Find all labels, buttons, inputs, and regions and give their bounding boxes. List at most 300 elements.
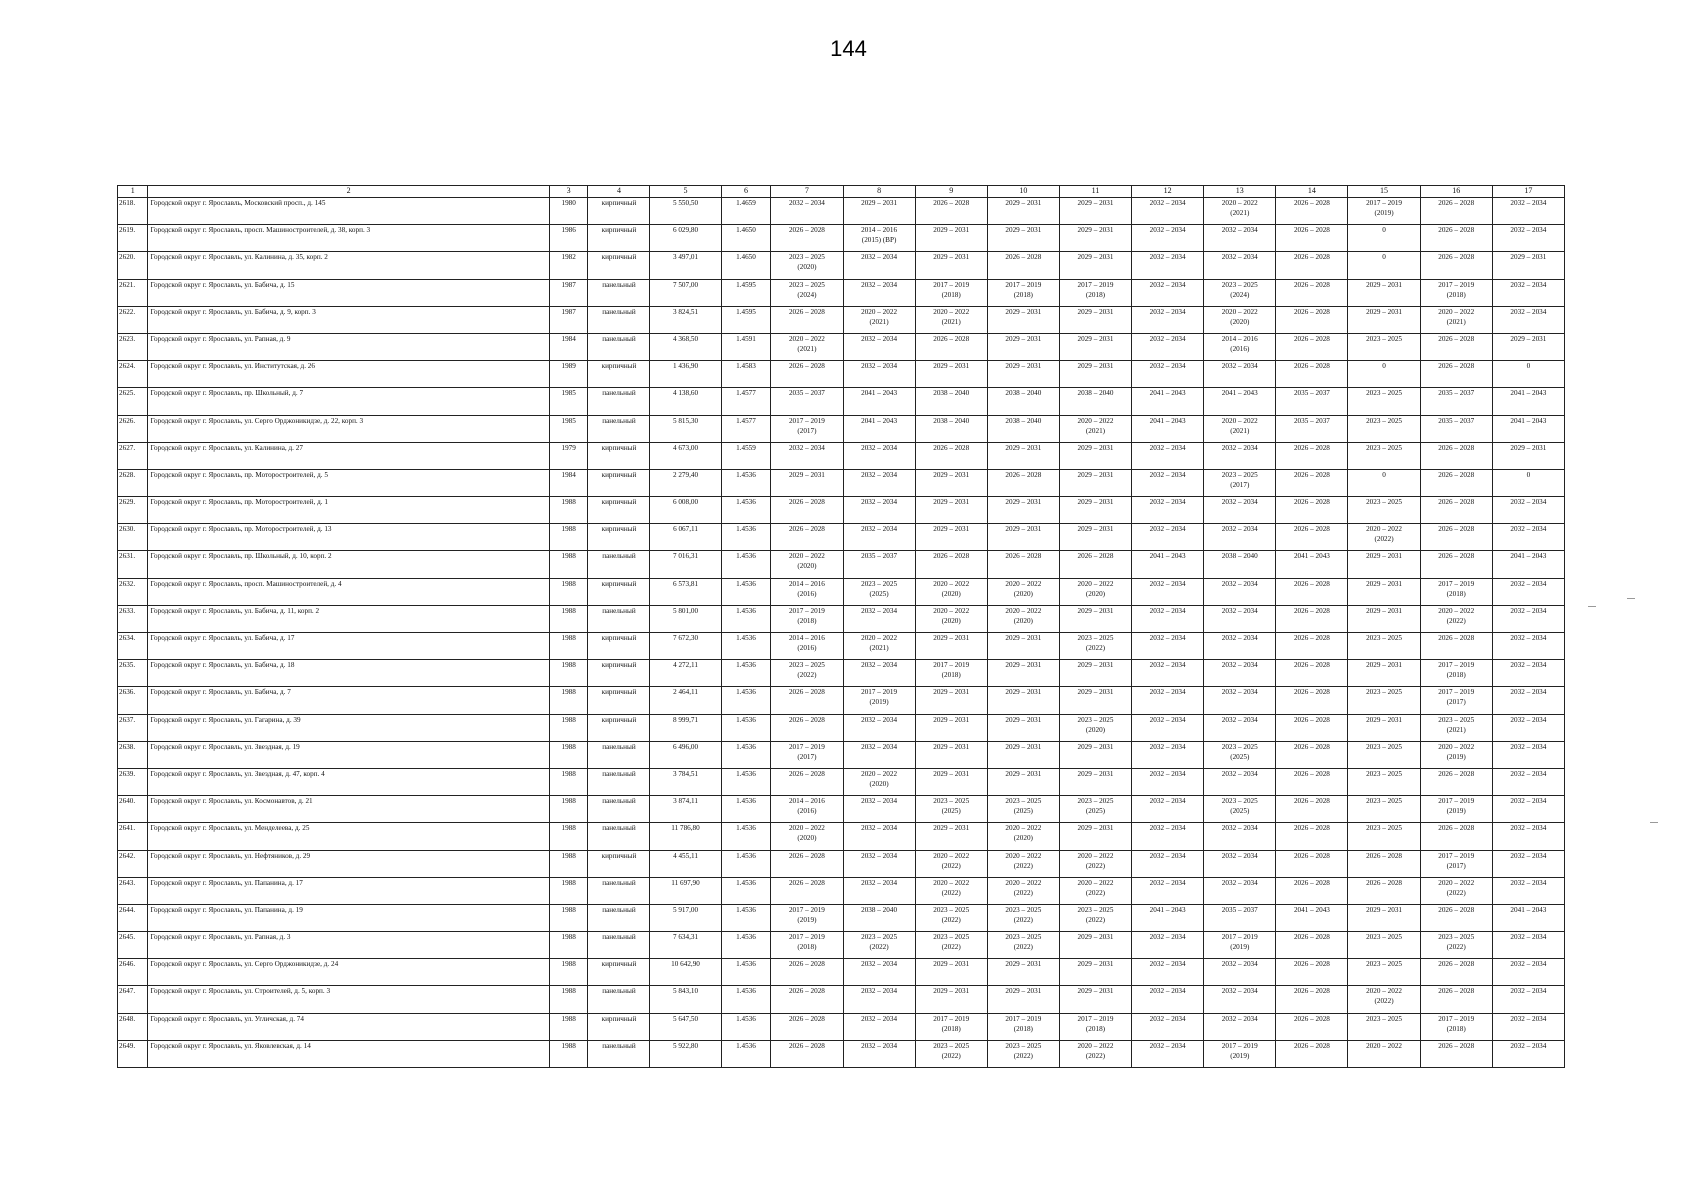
wall-material-cell: кирпичный [588, 578, 650, 605]
wall-material-cell: панельный [588, 741, 650, 768]
period-cell: 2032 – 2034 [1132, 605, 1204, 632]
row-number-cell: 2646. [118, 959, 148, 986]
period-cell: 2026 – 2028 [1276, 850, 1348, 877]
period-cell: 2041 – 2043 [1132, 551, 1204, 578]
period-cell: 2026 – 2028 [1276, 306, 1348, 333]
coefficient-cell: 1.4536 [721, 660, 771, 687]
wall-material-cell: панельный [588, 1040, 650, 1067]
period-cell: 2032 – 2034 [1492, 687, 1564, 714]
column-number-9: 9 [915, 186, 987, 198]
period-cell: 2026 – 2028 [1276, 823, 1348, 850]
period-cell: 2032 – 2034 [843, 877, 915, 904]
period-cell: 2029 – 2031 [1492, 442, 1564, 469]
table-row [118, 1040, 1565, 1067]
period-cell: 2032 – 2034 [1132, 279, 1204, 306]
address-cell: Городской округ г. Ярославль, ул. Калинина, д. 35, корп. 2 [148, 252, 549, 279]
table-row [118, 1013, 1565, 1040]
address-cell: Городской округ г. Ярославль, ул. Калинина, д. 27 [148, 442, 549, 469]
area-cell: 3 824,51 [650, 306, 721, 333]
period-cell: 2026 – 2028 [1276, 225, 1348, 252]
period-cell: 2017 – 2019 (2017) [771, 415, 843, 442]
period-cell: 2026 – 2028 [987, 551, 1059, 578]
area-cell: 6 573,81 [650, 578, 721, 605]
period-cell: 2032 – 2034 [1204, 877, 1276, 904]
table-row [118, 986, 1565, 1013]
area-cell: 4 272,11 [650, 660, 721, 687]
address-cell: Городской округ г. Ярославль, ул. Звездная, д. 47, корп. 4 [148, 768, 549, 795]
period-cell: 2020 – 2022 (2020) [915, 578, 987, 605]
period-cell: 2041 – 2043 [1132, 904, 1204, 931]
period-cell: 2026 – 2028 [1276, 932, 1348, 959]
table-row [118, 442, 1565, 469]
period-cell: 2020 – 2022 (2021) [771, 333, 843, 360]
wall-material-cell: панельный [588, 415, 650, 442]
coefficient-cell: 1.4536 [721, 1040, 771, 1067]
period-cell: 2029 – 2031 [1492, 333, 1564, 360]
period-cell: 2017 – 2019 (2019) [1348, 198, 1420, 225]
coefficient-cell: 1.4536 [721, 551, 771, 578]
period-cell: 2026 – 2028 [1276, 524, 1348, 551]
period-cell: 2023 – 2025 (2022) [987, 932, 1059, 959]
area-cell: 3 874,11 [650, 796, 721, 823]
period-cell: 2026 – 2028 [1276, 877, 1348, 904]
row-number-cell: 2638. [118, 741, 148, 768]
period-cell: 2032 – 2034 [1492, 1013, 1564, 1040]
period-cell: 2029 – 2031 [987, 959, 1059, 986]
wall-material-cell: кирпичный [588, 687, 650, 714]
period-cell: 2023 – 2025 (2025) [1204, 796, 1276, 823]
period-cell: 0 [1348, 252, 1420, 279]
coefficient-cell: 1.4536 [721, 714, 771, 741]
period-cell: 2032 – 2034 [771, 442, 843, 469]
period-cell: 2041 – 2043 [1204, 388, 1276, 415]
period-cell: 2023 – 2025 [1348, 497, 1420, 524]
period-cell: 2023 – 2025 (2024) [771, 279, 843, 306]
period-cell: 2032 – 2034 [1492, 850, 1564, 877]
period-cell: 2032 – 2034 [843, 714, 915, 741]
coefficient-cell: 1.4583 [721, 361, 771, 388]
row-number-cell: 2618. [118, 198, 148, 225]
row-number-cell: 2626. [118, 415, 148, 442]
area-cell: 7 634,31 [650, 932, 721, 959]
address-cell: Городской округ г. Ярославль, просп. Машиностроителей, д. 4 [148, 578, 549, 605]
period-cell: 2032 – 2034 [843, 333, 915, 360]
period-cell: 2041 – 2043 [1276, 904, 1348, 931]
period-cell: 2026 – 2028 [1420, 551, 1492, 578]
period-cell: 2032 – 2034 [1204, 524, 1276, 551]
period-cell: 2032 – 2034 [1132, 1013, 1204, 1040]
period-cell: 2020 – 2022 (2021) [843, 633, 915, 660]
period-cell: 2032 – 2034 [843, 497, 915, 524]
period-cell: 2020 – 2022 (2022) [915, 877, 987, 904]
period-cell: 2032 – 2034 [1492, 986, 1564, 1013]
period-cell: 2020 – 2022 (2022) [1348, 986, 1420, 1013]
period-cell: 2026 – 2028 [1420, 986, 1492, 1013]
column-number-8: 8 [843, 186, 915, 198]
year-cell: 1988 [549, 741, 588, 768]
wall-material-cell: кирпичный [588, 850, 650, 877]
period-cell: 2029 – 2031 [1059, 986, 1131, 1013]
coefficient-cell: 1.4536 [721, 823, 771, 850]
period-cell: 2026 – 2028 [771, 524, 843, 551]
period-cell: 2038 – 2040 [1204, 551, 1276, 578]
period-cell: 2026 – 2028 [1420, 768, 1492, 795]
period-cell: 2026 – 2028 [1276, 986, 1348, 1013]
wall-material-cell: панельный [588, 333, 650, 360]
coefficient-cell: 1.4595 [721, 279, 771, 306]
wall-material-cell: панельный [588, 605, 650, 632]
period-cell: 2032 – 2034 [1492, 524, 1564, 551]
period-cell: 2026 – 2028 [1420, 524, 1492, 551]
period-cell: 2032 – 2034 [843, 442, 915, 469]
area-cell: 6 008,00 [650, 497, 721, 524]
row-number-cell: 2647. [118, 986, 148, 1013]
period-cell: 2014 – 2016 (2016) [771, 796, 843, 823]
wall-material-cell: кирпичный [588, 442, 650, 469]
period-cell: 2032 – 2034 [843, 660, 915, 687]
area-cell: 8 999,71 [650, 714, 721, 741]
period-cell: 2026 – 2028 [771, 850, 843, 877]
period-cell: 2032 – 2034 [1132, 442, 1204, 469]
row-number-cell: 2642. [118, 850, 148, 877]
period-cell: 2026 – 2028 [1420, 469, 1492, 496]
period-cell: 2026 – 2028 [771, 687, 843, 714]
row-number-cell: 2632. [118, 578, 148, 605]
period-cell: 2029 – 2031 [987, 687, 1059, 714]
address-cell: Городской округ г. Ярославль, ул. Бабича, д. 18 [148, 660, 549, 687]
year-cell: 1988 [549, 714, 588, 741]
row-number-cell: 2648. [118, 1013, 148, 1040]
table-row [118, 687, 1565, 714]
coefficient-cell: 1.4536 [721, 768, 771, 795]
period-cell: 2032 – 2034 [1132, 497, 1204, 524]
column-number-6: 6 [721, 186, 771, 198]
period-cell: 2032 – 2034 [843, 1040, 915, 1067]
period-cell: 2026 – 2028 [1276, 714, 1348, 741]
row-number-cell: 2637. [118, 714, 148, 741]
table-row [118, 252, 1565, 279]
table-row [118, 225, 1565, 252]
period-cell: 2032 – 2034 [843, 361, 915, 388]
period-cell: 2023 – 2025 (2025) [1059, 796, 1131, 823]
period-cell: 0 [1348, 469, 1420, 496]
period-cell: 2032 – 2034 [1132, 306, 1204, 333]
table-row [118, 198, 1565, 225]
period-cell: 2029 – 2031 [1348, 551, 1420, 578]
period-cell: 2035 – 2037 [1420, 388, 1492, 415]
period-cell: 2032 – 2034 [843, 524, 915, 551]
year-cell: 1988 [549, 497, 588, 524]
row-number-cell: 2628. [118, 469, 148, 496]
address-cell: Городской округ г. Ярославль, ул. Звездная, д. 19 [148, 741, 549, 768]
period-cell: 2026 – 2028 [1276, 361, 1348, 388]
period-cell: 2029 – 2031 [915, 986, 987, 1013]
period-cell: 2032 – 2034 [1204, 497, 1276, 524]
period-cell: 2035 – 2037 [771, 388, 843, 415]
period-cell: 2023 – 2025 [1348, 687, 1420, 714]
period-cell: 2026 – 2028 [1276, 1013, 1348, 1040]
area-cell: 5 815,30 [650, 415, 721, 442]
column-number-10: 10 [987, 186, 1059, 198]
period-cell: 2026 – 2028 [1276, 198, 1348, 225]
period-cell: 2041 – 2043 [1132, 388, 1204, 415]
period-cell: 2032 – 2034 [843, 605, 915, 632]
area-cell: 7 672,30 [650, 633, 721, 660]
period-cell: 2017 – 2019 (2019) [771, 904, 843, 931]
period-cell: 2032 – 2034 [843, 823, 915, 850]
area-cell: 2 279,40 [650, 469, 721, 496]
period-cell: 2020 – 2022 (2020) [987, 823, 1059, 850]
year-cell: 1984 [549, 469, 588, 496]
period-cell: 2029 – 2031 [987, 333, 1059, 360]
year-cell: 1984 [549, 333, 588, 360]
address-cell: Городской округ г. Ярославль, пр. Моторостроителей, д. 5 [148, 469, 549, 496]
period-cell: 2026 – 2028 [1348, 877, 1420, 904]
table-row [118, 578, 1565, 605]
table-row [118, 768, 1565, 795]
column-number-15: 15 [1348, 186, 1420, 198]
period-cell: 2032 – 2034 [843, 741, 915, 768]
wall-material-cell: панельный [588, 306, 650, 333]
period-cell: 2029 – 2031 [987, 306, 1059, 333]
period-cell: 2026 – 2028 [1276, 333, 1348, 360]
period-cell: 2032 – 2034 [1492, 279, 1564, 306]
address-cell: Городской округ г. Ярославль, пр. Моторостроителей, д. 1 [148, 497, 549, 524]
period-cell: 2029 – 2031 [915, 714, 987, 741]
period-cell: 2029 – 2031 [1059, 932, 1131, 959]
period-cell: 2032 – 2034 [1492, 198, 1564, 225]
coefficient-cell: 1.4577 [721, 388, 771, 415]
period-cell: 2035 – 2037 [1276, 388, 1348, 415]
period-cell: 2020 – 2022 (2021) [1204, 415, 1276, 442]
wall-material-cell: кирпичный [588, 225, 650, 252]
area-cell: 4 673,00 [650, 442, 721, 469]
period-cell: 2026 – 2028 [1348, 850, 1420, 877]
period-cell: 2020 – 2022 (2022) [1059, 1040, 1131, 1067]
period-cell: 2017 – 2019 (2018) [915, 1013, 987, 1040]
column-number-5: 5 [650, 186, 721, 198]
period-cell: 2026 – 2028 [1420, 225, 1492, 252]
address-cell: Городской округ г. Ярославль, ул. Яковлевская, д. 14 [148, 1040, 549, 1067]
period-cell: 2020 – 2022 (2022) [987, 877, 1059, 904]
area-cell: 4 368,50 [650, 333, 721, 360]
period-cell: 2032 – 2034 [1492, 714, 1564, 741]
wall-material-cell: кирпичный [588, 1013, 650, 1040]
period-cell: 2020 – 2022 [1348, 1040, 1420, 1067]
period-cell: 2026 – 2028 [771, 306, 843, 333]
period-cell: 2029 – 2031 [915, 823, 987, 850]
period-cell: 2029 – 2031 [1059, 687, 1131, 714]
table-row [118, 306, 1565, 333]
area-cell: 5 843,10 [650, 986, 721, 1013]
period-cell: 2029 – 2031 [915, 687, 987, 714]
period-cell: 2041 – 2043 [1492, 904, 1564, 931]
table-row [118, 279, 1565, 306]
period-cell: 2029 – 2031 [987, 768, 1059, 795]
period-cell: 2032 – 2034 [1204, 850, 1276, 877]
scan-mark [1588, 606, 1596, 607]
period-cell: 2023 – 2025 (2020) [1059, 714, 1131, 741]
period-cell: 2023 – 2025 [1348, 823, 1420, 850]
period-cell: 2035 – 2037 [1276, 415, 1348, 442]
address-cell: Городской округ г. Ярославль, просп. Машиностроителей, д. 38, корп. 3 [148, 225, 549, 252]
period-cell: 2020 – 2022 (2020) [987, 578, 1059, 605]
address-cell: Городской округ г. Ярославль, ул. Строителей, д. 5, корп. 3 [148, 986, 549, 1013]
table-row [118, 388, 1565, 415]
area-cell: 1 436,90 [650, 361, 721, 388]
period-cell: 2029 – 2031 [987, 198, 1059, 225]
period-cell: 2020 – 2022 (2021) [1059, 415, 1131, 442]
year-cell: 1982 [549, 252, 588, 279]
column-number-16: 16 [1420, 186, 1492, 198]
period-cell: 2032 – 2034 [1204, 687, 1276, 714]
row-number-cell: 2621. [118, 279, 148, 306]
row-number-cell: 2649. [118, 1040, 148, 1067]
year-cell: 1988 [549, 687, 588, 714]
period-cell: 2023 – 2025 (2025) [843, 578, 915, 605]
period-cell: 2026 – 2028 [1276, 796, 1348, 823]
wall-material-cell: панельный [588, 904, 650, 931]
period-cell: 2026 – 2028 [771, 497, 843, 524]
period-cell: 2020 – 2022 (2020) [1204, 306, 1276, 333]
table-row [118, 741, 1565, 768]
period-cell: 2023 – 2025 (2022) [1059, 904, 1131, 931]
period-cell: 2032 – 2034 [843, 279, 915, 306]
scan-mark [1650, 822, 1658, 823]
period-cell: 2026 – 2028 [1420, 442, 1492, 469]
period-cell: 2032 – 2034 [1492, 605, 1564, 632]
table-row [118, 932, 1565, 959]
period-cell: 0 [1492, 469, 1564, 496]
period-cell: 2032 – 2034 [1132, 469, 1204, 496]
period-cell: 2029 – 2031 [1059, 361, 1131, 388]
period-cell: 2032 – 2034 [1132, 823, 1204, 850]
wall-material-cell: панельный [588, 388, 650, 415]
year-cell: 1988 [549, 578, 588, 605]
address-cell: Городской округ г. Ярославль, пр. Моторостроителей, д. 13 [148, 524, 549, 551]
column-number-row [118, 186, 1565, 198]
period-cell: 2032 – 2034 [1204, 986, 1276, 1013]
coefficient-cell: 1.4536 [721, 986, 771, 1013]
period-cell: 2032 – 2034 [1492, 823, 1564, 850]
period-cell: 2032 – 2034 [1492, 877, 1564, 904]
address-cell: Городской округ г. Ярославль, ул. Серго Орджоникидзе, д. 22, корп. 3 [148, 415, 549, 442]
period-cell: 2020 – 2022 (2022) [1420, 877, 1492, 904]
address-cell: Городской округ г. Ярославль, Московский просп., д. 145 [148, 198, 549, 225]
period-cell: 2029 – 2031 [915, 361, 987, 388]
table-row [118, 850, 1565, 877]
table-row [118, 605, 1565, 632]
period-cell: 2026 – 2028 [771, 714, 843, 741]
period-cell: 2029 – 2031 [987, 660, 1059, 687]
period-cell: 2023 – 2025 [1348, 741, 1420, 768]
period-cell: 2026 – 2028 [1420, 1040, 1492, 1067]
period-cell: 2041 – 2043 [843, 388, 915, 415]
period-cell: 2032 – 2034 [771, 198, 843, 225]
row-number-cell: 2630. [118, 524, 148, 551]
period-cell: 2032 – 2034 [1492, 741, 1564, 768]
coefficient-cell: 1.4536 [721, 578, 771, 605]
period-cell: 2023 – 2025 [1348, 1013, 1420, 1040]
period-cell: 2026 – 2028 [1276, 768, 1348, 795]
period-cell: 2032 – 2034 [843, 1013, 915, 1040]
period-cell: 2023 – 2025 [1348, 959, 1420, 986]
period-cell: 2032 – 2034 [1492, 660, 1564, 687]
period-cell: 2017 – 2019 (2019) [1204, 1040, 1276, 1067]
period-cell: 2029 – 2031 [1059, 252, 1131, 279]
period-cell: 2026 – 2028 [1276, 605, 1348, 632]
period-cell: 2032 – 2034 [1492, 225, 1564, 252]
period-cell: 2026 – 2028 [771, 768, 843, 795]
period-cell: 2026 – 2028 [1276, 1040, 1348, 1067]
period-cell: 2032 – 2034 [843, 252, 915, 279]
wall-material-cell: кирпичный [588, 198, 650, 225]
area-cell: 7 016,31 [650, 551, 721, 578]
wall-material-cell: кирпичный [588, 497, 650, 524]
period-cell: 2032 – 2034 [1204, 361, 1276, 388]
period-cell: 2020 – 2022 (2021) [843, 306, 915, 333]
housing-register-table [117, 185, 1565, 1068]
address-cell: Городской округ г. Ярославль, ул. Бабича, д. 9, корп. 3 [148, 306, 549, 333]
period-cell: 2029 – 2031 [915, 633, 987, 660]
year-cell: 1988 [549, 850, 588, 877]
period-cell: 2032 – 2034 [843, 796, 915, 823]
period-cell: 2017 – 2019 (2018) [1059, 279, 1131, 306]
period-cell: 2029 – 2031 [987, 442, 1059, 469]
area-cell: 6 496,00 [650, 741, 721, 768]
period-cell: 2032 – 2034 [1132, 959, 1204, 986]
period-cell: 2023 – 2025 [1348, 333, 1420, 360]
period-cell: 2029 – 2031 [987, 524, 1059, 551]
row-number-cell: 2619. [118, 225, 148, 252]
period-cell: 2032 – 2034 [1204, 442, 1276, 469]
period-cell: 2026 – 2028 [1420, 198, 1492, 225]
period-cell: 2020 – 2022 (2019) [1420, 741, 1492, 768]
period-cell: 2032 – 2034 [1204, 959, 1276, 986]
period-cell: 2041 – 2043 [1492, 551, 1564, 578]
period-cell: 2023 – 2025 (2022) [915, 904, 987, 931]
address-cell: Городской округ г. Ярославль, ул. Нефтяников, д. 29 [148, 850, 549, 877]
period-cell: 2029 – 2031 [1348, 904, 1420, 931]
period-cell: 2023 – 2025 [1348, 796, 1420, 823]
address-cell: Городской округ г. Ярославль, ул. Серго Орджоникидзе, д. 24 [148, 959, 549, 986]
period-cell: 2026 – 2028 [1276, 279, 1348, 306]
period-cell: 2023 – 2025 (2022) [987, 1040, 1059, 1067]
period-cell: 2029 – 2031 [1059, 442, 1131, 469]
period-cell: 2038 – 2040 [987, 388, 1059, 415]
column-number-4: 4 [588, 186, 650, 198]
table-row [118, 877, 1565, 904]
period-cell: 2032 – 2034 [1132, 225, 1204, 252]
period-cell: 2029 – 2031 [915, 469, 987, 496]
column-number-3: 3 [549, 186, 588, 198]
period-cell: 2017 – 2019 (2018) [1420, 660, 1492, 687]
address-cell: Городской округ г. Ярославль, ул. Бабича, д. 15 [148, 279, 549, 306]
period-cell: 2017 – 2019 (2018) [915, 660, 987, 687]
table-row [118, 904, 1565, 931]
row-number-cell: 2636. [118, 687, 148, 714]
year-cell: 1987 [549, 279, 588, 306]
address-cell: Городской округ г. Ярославль, ул. Менделеева, д. 25 [148, 823, 549, 850]
area-cell: 11 697,90 [650, 877, 721, 904]
period-cell: 2032 – 2034 [1492, 932, 1564, 959]
period-cell: 2032 – 2034 [1132, 768, 1204, 795]
address-cell: Городской округ г. Ярославль, ул. Бабича, д. 7 [148, 687, 549, 714]
address-cell: Городской округ г. Ярославль, ул. Рапная, д. 3 [148, 932, 549, 959]
period-cell: 2032 – 2034 [1204, 660, 1276, 687]
coefficient-cell: 1.4536 [721, 469, 771, 496]
period-cell: 2017 – 2019 (2018) [1059, 1013, 1131, 1040]
